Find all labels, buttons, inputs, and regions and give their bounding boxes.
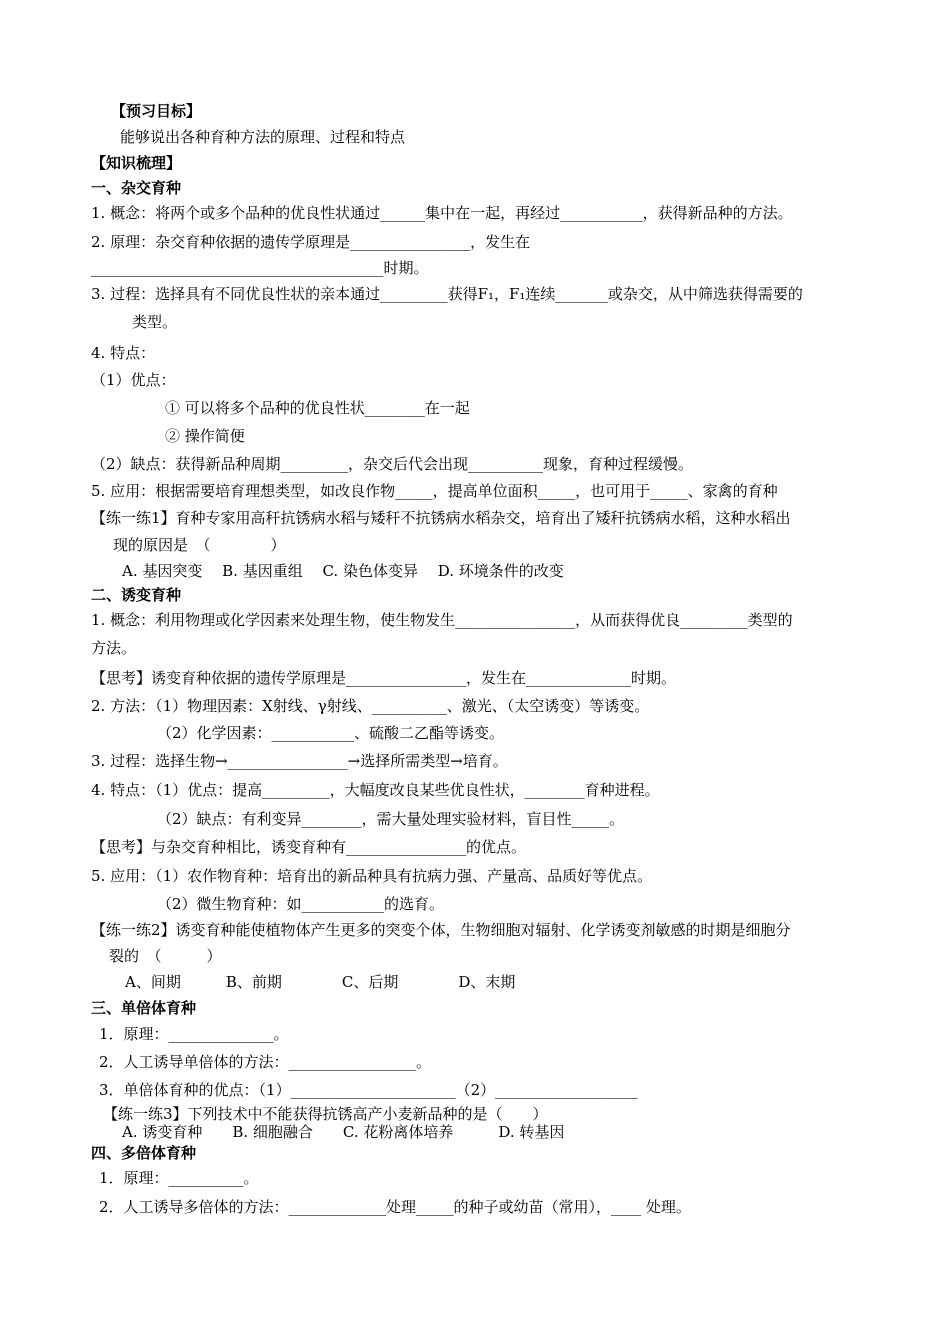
exercise-2-options: A、间期 B、前期 C、后期 D、末期 [125, 973, 516, 991]
text-line: ① 可以将多个品种的优良性状________在一起 [165, 399, 470, 417]
exercise-1-question: 【练一练1】育种专家用高秆抗锈病水稻与矮秆不抗锈病水稻杂交，培育出了矮秆抗锈病水稻，这种水稻出 [91, 509, 791, 527]
text-line: 2. 方法：（1）物理因素：X射线、γ射线、__________、激光、（太空诱变）等诱变。 [91, 697, 650, 715]
text-line: 1．原理：__________。 [99, 1169, 259, 1187]
exercise-3-question: 【练一练3】下列技术中不能获得抗锈高产小麦新品种的是（ ） [103, 1105, 548, 1123]
text-line: ② 操作简便 [165, 427, 245, 445]
exercise-1-options: A. 基因突变 B. 基因重组 C. 染色体变异 D. 环境条件的改变 [122, 562, 564, 580]
text-line: 类型。 [132, 313, 178, 331]
heading-polyploid-breeding: 四、多倍体育种 [91, 1144, 197, 1162]
text-line: 1. 概念：利用物理或化学因素来处理生物，使生物发生________________，从而获得优良_________类型的 [91, 611, 793, 629]
text-line: （2）化学因素：___________、硫酸二乙酯等诱变。 [157, 724, 505, 742]
text-line: 2．人工诱导多倍体的方法：_____________处理_____的种子或幼苗（常用），____ 处理。 [99, 1198, 691, 1216]
text-line: 2. 原理：杂交育种依据的遗传学原理是________________，发生在 [91, 233, 531, 251]
text-line: 方法。 [91, 639, 137, 657]
text-line: 5. 应用：根据需要培育理想类型，如改良作物_____，提高单位面积_____，也可用于_____、家禽的育种 [91, 482, 778, 500]
text-line: 1. 概念：将两个或多个品种的优良性状通过______集中在一起，再经过___________，获得新品种的方法。 [91, 204, 793, 222]
exercise-2-question: 【练一练2】诱变育种能使植物体产生更多的突变个体，生物细胞对辐射、化学诱变剂敏感的时期是细胞分 [91, 921, 791, 939]
section-heading-preview-goals: 【预习目标】 [111, 102, 202, 120]
exercise-2-question: 裂的 （ ） [109, 947, 222, 965]
text-line: 2．人工诱导单倍体的方法：_________________。 [99, 1053, 432, 1071]
exercise-3-options: A. 诱变育种 B. 细胞融合 C. 花粉离体培养 D. 转基因 [122, 1123, 565, 1141]
text-line: 4. 特点： [91, 344, 156, 362]
text-line: 3. 过程：选择生物→________________→选择所需类型→培育。 [91, 752, 508, 770]
text-line: 【思考】诱变育种依据的遗传学原理是________________，发生在______________时期。 [91, 669, 677, 687]
heading-mutation-breeding: 二、诱变育种 [91, 586, 182, 604]
goal-text: 能够说出各种育种方法的原理、过程和特点 [120, 128, 406, 146]
text-line: （1）优点： [91, 371, 176, 389]
exercise-1-question: 现的原因是 （ ） [113, 536, 286, 554]
text-line: 3．单倍体育种的优点：（1）______________________（2）___________________ [99, 1081, 638, 1099]
text-line: 5. 应用：（1）农作物育种：培育出的新品种具有抗病力强、产量高、品质好等优点。 [91, 867, 653, 885]
text-line: 3. 过程：选择具有不同优良性状的亲本通过_________获得F₁，F₁连续_______或杂交，从中筛选获得需要的 [91, 285, 803, 303]
text-line: （2）缺点：有利变异________，需大量处理实验材料，盲目性_____。 [157, 810, 625, 828]
text-line: （2）缺点：获得新品种周期_________，杂交后代会出现__________现象，育种过程缓慢。 [91, 455, 694, 473]
text-line: 1．原理：______________。 [99, 1025, 289, 1043]
text-line: 4. 特点：（1）优点：提高_________，大幅度改良某些优良性状，________育种进程。 [91, 781, 660, 799]
heading-haploid-breeding: 三、单倍体育种 [91, 999, 197, 1017]
text-line: _______________________________________时期。 [91, 259, 429, 277]
section-heading-knowledge: 【知识梳理】 [91, 154, 182, 172]
text-line: （2）微生物育种：如___________的选育。 [157, 895, 445, 913]
text-line: 【思考】与杂交育种相比，诱变育种有________________的优点。 [91, 838, 527, 856]
heading-cross-breeding: 一、杂交育种 [91, 179, 182, 197]
